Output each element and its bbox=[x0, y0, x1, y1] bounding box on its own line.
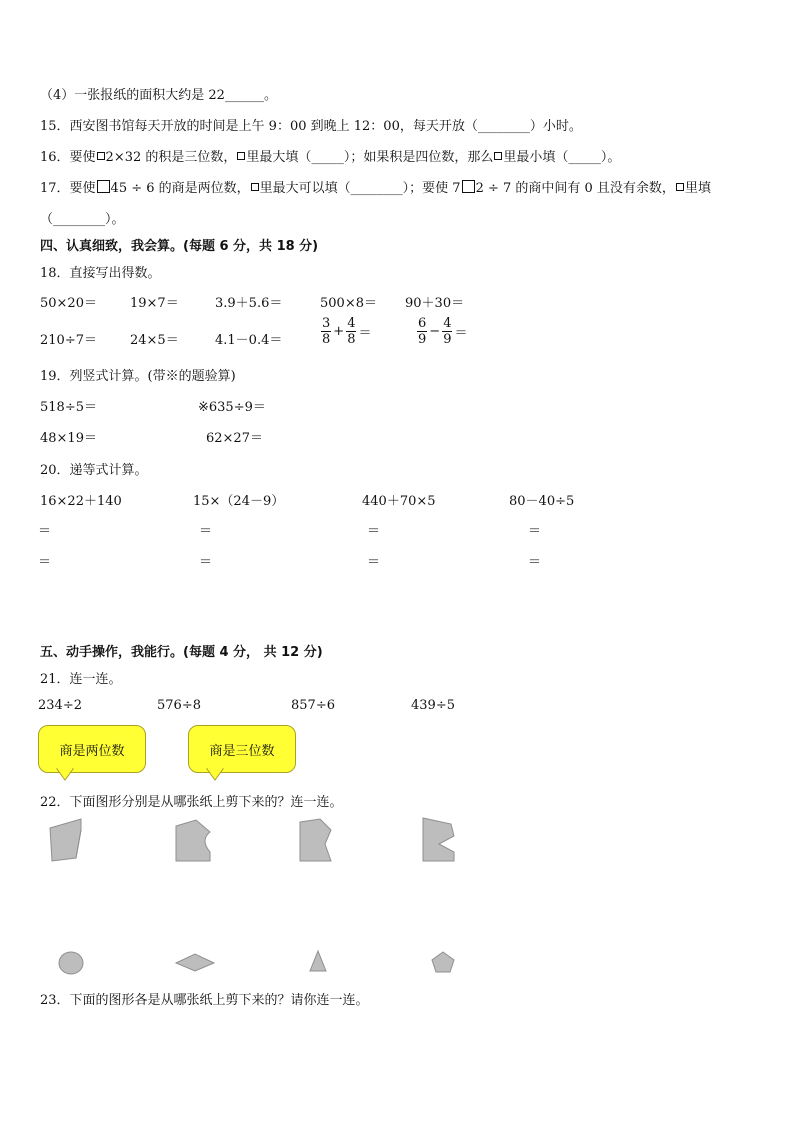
denominator: 8 bbox=[347, 332, 356, 347]
cut-paper-triangle-notch-icon[interactable] bbox=[298, 818, 334, 864]
division-item[interactable]: 439÷5 bbox=[411, 698, 455, 713]
question-17-continuation: （________）。 bbox=[40, 212, 125, 227]
calc-item: 3.9＋5.6＝ bbox=[215, 296, 283, 311]
fraction bbox=[321, 317, 331, 346]
equals-sign: ＝ bbox=[367, 555, 381, 570]
q17-text-a: 17．要使 bbox=[40, 181, 96, 196]
q17-text-e: 里填 bbox=[684, 181, 711, 196]
fraction-expression bbox=[319, 317, 371, 346]
numerator: 4 bbox=[443, 316, 452, 331]
bubble-tail-icon bbox=[207, 769, 229, 781]
calc-item: 518÷5＝ bbox=[40, 400, 97, 415]
operator: − bbox=[429, 324, 441, 339]
circle-shape-icon[interactable] bbox=[58, 951, 86, 975]
cut-paper-rhombus-notch-icon[interactable] bbox=[174, 818, 212, 864]
blank-box-icon bbox=[251, 183, 259, 191]
question-4-line: （4）一张报纸的面积大约是 22______。 bbox=[40, 88, 277, 103]
denominator: 9 bbox=[443, 332, 452, 347]
bubble-two-digit-quotient[interactable] bbox=[38, 725, 146, 773]
calc-item: 19×7＝ bbox=[130, 296, 179, 311]
calc-item: 15×（24－9） bbox=[193, 494, 285, 509]
calc-item: 48×19＝ bbox=[40, 431, 97, 446]
question-17-line bbox=[40, 177, 711, 196]
question-15-line: 15．西安图书馆每天开放的时间是上午 9：00 到晚上 12：00，每天开放（________）小时。 bbox=[40, 119, 582, 134]
equals-sign: ＝ bbox=[528, 555, 542, 570]
bubble-tail-icon bbox=[57, 769, 79, 781]
equals-sign: ＝ bbox=[199, 555, 213, 570]
equals-sign: ＝ bbox=[454, 326, 468, 341]
triangle-shape-icon[interactable] bbox=[309, 950, 329, 974]
rhombus-shape-icon[interactable] bbox=[175, 953, 217, 973]
q16-text-a: 16．要使 bbox=[40, 150, 96, 165]
q16-text-b: 2×32 的积是三位数， bbox=[105, 150, 237, 165]
calc-item: 24×5＝ bbox=[130, 333, 179, 348]
blank-box-icon bbox=[676, 183, 684, 191]
blank-box-icon bbox=[97, 180, 110, 193]
equals-sign: ＝ bbox=[367, 524, 381, 539]
division-item[interactable]: 576÷8 bbox=[157, 698, 201, 713]
blank-box-icon bbox=[97, 152, 105, 160]
blank-box-icon bbox=[237, 152, 245, 160]
calc-item: 500×8＝ bbox=[320, 296, 377, 311]
denominator: 8 bbox=[322, 332, 331, 347]
calc-item: 50×20＝ bbox=[40, 296, 97, 311]
numerator: 6 bbox=[418, 316, 427, 331]
fraction bbox=[346, 317, 356, 346]
q17-text-d: 2 ÷ 7 的商中间有 0 且没有余数， bbox=[475, 181, 675, 196]
question-20-prompt: 20．递等式计算。 bbox=[40, 463, 148, 478]
calc-item: 90＋30＝ bbox=[405, 296, 465, 311]
q16-text-c: 里最大填（_____）；如果积是四位数，那么 bbox=[246, 150, 494, 165]
q17-text-c: 里最大可以填（________）；要使 7 bbox=[259, 181, 461, 196]
blank-box-icon bbox=[462, 180, 475, 193]
fraction bbox=[417, 317, 427, 346]
equals-sign: ＝ bbox=[38, 555, 52, 570]
q17-text-b: 45 ÷ 6 的商是两位数， bbox=[110, 181, 250, 196]
bubble-label: 商是三位数 bbox=[209, 743, 275, 759]
division-item[interactable]: 857÷6 bbox=[291, 698, 335, 713]
q16-text-d: 里最小填（_____）。 bbox=[503, 150, 621, 165]
calc-item: ※635÷9＝ bbox=[198, 400, 266, 415]
fraction-expression bbox=[415, 317, 467, 346]
question-23-prompt: 23．下面的图形各是从哪张纸上剪下来的？请你连一连。 bbox=[40, 993, 369, 1008]
bubble-label: 商是两位数 bbox=[59, 743, 125, 759]
equals-sign: ＝ bbox=[358, 326, 372, 341]
section-5-heading: 五、动手操作，我能行。(每题 4 分， 共 12 分) bbox=[40, 645, 323, 660]
calc-item: 62×27＝ bbox=[206, 431, 263, 446]
equals-sign: ＝ bbox=[199, 524, 213, 539]
pentagon-shape-icon[interactable] bbox=[431, 951, 457, 975]
equals-sign: ＝ bbox=[528, 524, 542, 539]
denominator: 9 bbox=[418, 332, 427, 347]
operator: + bbox=[333, 324, 345, 339]
calc-item: 80－40÷5 bbox=[509, 494, 575, 509]
question-21-prompt: 21．连一连。 bbox=[40, 672, 122, 687]
calc-item: 4.1－0.4＝ bbox=[215, 333, 283, 348]
section-4-heading: 四、认真细致，我会算。(每题 6 分，共 18 分) bbox=[40, 239, 319, 254]
numerator: 4 bbox=[347, 316, 356, 331]
bubble-three-digit-quotient[interactable] bbox=[188, 725, 296, 773]
question-22-prompt: 22．下面图形分别是从哪张纸上剪下来的？连一连。 bbox=[40, 795, 343, 810]
calc-item: 210÷7＝ bbox=[40, 333, 97, 348]
cut-paper-circle-notch-icon[interactable] bbox=[48, 818, 84, 864]
question-16-line bbox=[40, 146, 620, 165]
blank-box-icon bbox=[494, 152, 502, 160]
division-item[interactable]: 234÷2 bbox=[38, 698, 82, 713]
question-18-prompt: 18．直接写出得数。 bbox=[40, 266, 161, 281]
fraction bbox=[442, 317, 452, 346]
cut-paper-pentagon-notch-icon[interactable] bbox=[421, 816, 457, 864]
question-19-prompt: 19．列竖式计算。(带※的题验算) bbox=[40, 369, 236, 384]
calc-item: 16×22＋140 bbox=[40, 494, 122, 509]
calc-item: 440＋70×5 bbox=[362, 494, 436, 509]
numerator: 3 bbox=[322, 316, 331, 331]
equals-sign: ＝ bbox=[38, 524, 52, 539]
